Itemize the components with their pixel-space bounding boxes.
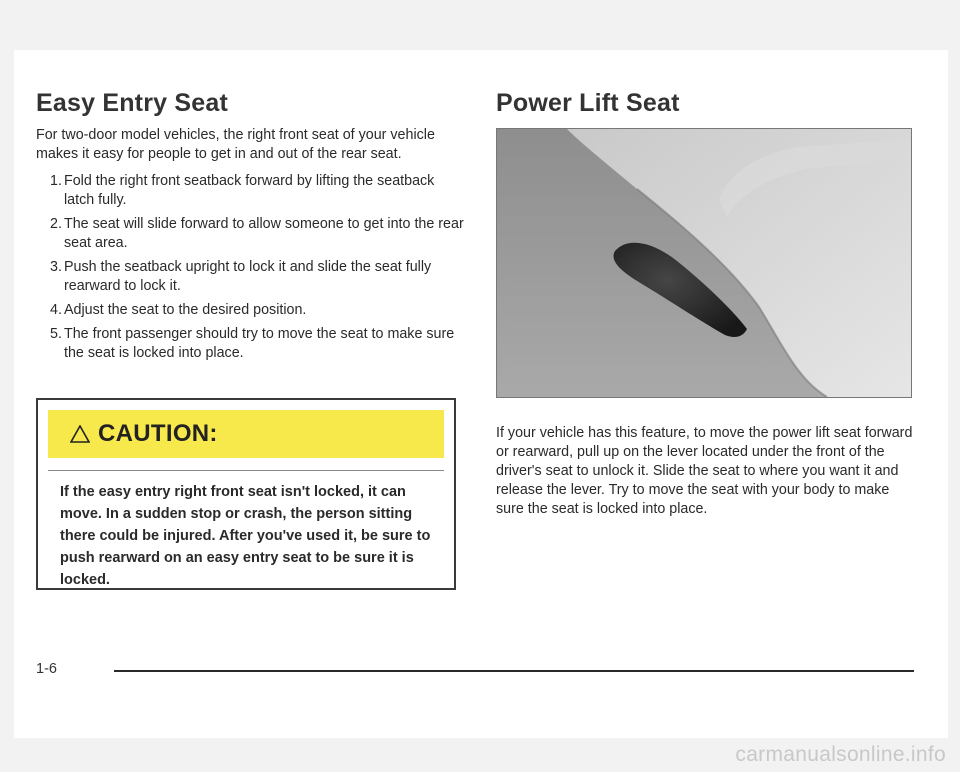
easy-entry-heading: Easy Entry Seat — [36, 89, 228, 117]
caution-box — [36, 398, 456, 590]
power-lift-heading: Power Lift Seat — [496, 89, 680, 117]
list-item: 2. The seat will slide forward to allow someone to get into the rear seat area. — [50, 216, 464, 251]
watermark-text: carmanualsonline.info — [735, 743, 946, 766]
footer-divider — [114, 670, 914, 672]
seat-lever-image — [497, 129, 912, 398]
caution-text: If the easy entry right front seat isn't locked, it can move. In a sudden stop or crash, the person sitting there could be injured. After you've used it, be sure to push rearward on an easy entry seat to be sure it is locked. — [60, 484, 431, 588]
caution-title: CAUTION: — [98, 420, 218, 447]
easy-entry-intro: For two-door model vehicles, the right front seat of your vehicle makes it easy for people to get in and out of the rear seat. — [36, 127, 435, 162]
seat-lever-photo — [496, 128, 912, 398]
power-lift-paragraph: If your vehicle has this feature, to move the power lift seat forward or rearward, pull up on the lever located under the front of the driver's seat to unlock it. Slide the seat to where you want it and release the lever. Try to move the seat with your body to make sure the seat is locked into place. — [496, 425, 913, 517]
caution-header — [48, 410, 444, 458]
list-item: 3. Push the seatback upright to lock it and slide the seat fully rearward to lock it. — [50, 259, 432, 294]
list-item: 1. Fold the right front seatback forward by lifting the seatback latch fully. — [50, 173, 435, 208]
divider — [48, 470, 444, 471]
warning-triangle-icon — [70, 425, 90, 443]
right-column — [496, 88, 916, 118]
page-number: 1-6 — [36, 661, 57, 677]
list-item: 5. The front passenger should try to move the seat to make sure the seat is locked into place. — [50, 326, 455, 361]
list-item: 4. Adjust the seat to the desired position. — [50, 302, 307, 318]
easy-entry-steps — [36, 172, 468, 363]
left-column — [36, 88, 468, 368]
